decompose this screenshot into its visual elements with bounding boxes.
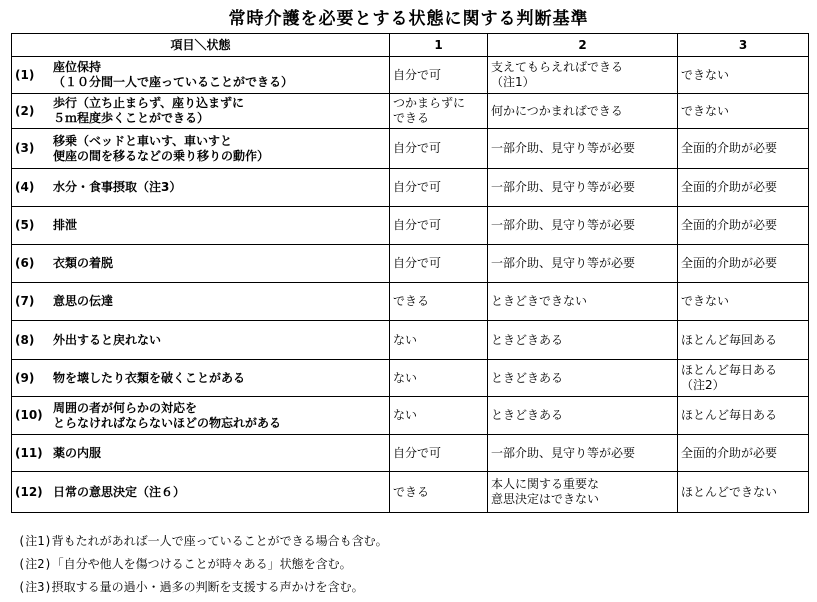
level-2-text: 一部介助、見守り等が必要 xyxy=(491,218,636,232)
level-2-text: 何かにつかまればできる xyxy=(491,103,623,118)
level-1-cell xyxy=(390,129,488,169)
item-number: (3) xyxy=(15,141,35,155)
criteria-table xyxy=(11,33,809,513)
item-cell xyxy=(12,245,390,283)
level-2-cell xyxy=(488,94,678,129)
item-label-wrap xyxy=(53,60,293,90)
level-1-cell xyxy=(390,283,488,321)
table-row xyxy=(12,360,809,397)
level-1-text: 自分で可 xyxy=(393,218,442,232)
table-row xyxy=(12,129,809,169)
item-label: 薬の内服 xyxy=(53,445,102,460)
level-2-cell xyxy=(488,57,678,94)
level-2-text-line2: （注1） xyxy=(491,75,535,89)
item-label-wrap xyxy=(53,256,113,271)
item-cell xyxy=(12,207,390,245)
level-3-text: できない xyxy=(681,67,730,82)
item-label-wrap xyxy=(53,446,101,461)
table-row xyxy=(12,94,809,129)
level-2-cell xyxy=(488,360,678,397)
item-number: (10) xyxy=(15,408,43,422)
level-1-text: 自分で可 xyxy=(393,180,442,194)
footnote: (注1)背もたれがあれば一人で座っていることができる場合も含む。 xyxy=(18,534,388,548)
item-number: (11) xyxy=(15,445,43,460)
item-cell xyxy=(12,169,390,207)
item-number: (4) xyxy=(15,180,35,194)
level-3-text: ほとんどできない xyxy=(681,484,778,499)
level-3-cell xyxy=(678,283,809,321)
level-1-cell xyxy=(390,472,488,513)
level-1-text: 自分で可 xyxy=(393,445,442,460)
table-row xyxy=(12,207,809,245)
footnotes xyxy=(18,530,388,599)
level-3-text: 全面的介助が必要 xyxy=(681,141,778,155)
level-3-text: 全面的介助が必要 xyxy=(681,218,778,232)
level-2-text-line2: 意思決定はできない xyxy=(491,492,600,506)
table-header-row xyxy=(12,34,809,57)
level-2-cell xyxy=(488,169,678,207)
item-number: (8) xyxy=(15,332,35,347)
header-level-2: 2 xyxy=(488,34,678,57)
level-3-text: できない xyxy=(681,103,730,118)
level-2-text: 支えてもらえればできる xyxy=(491,60,624,74)
level-1-text: つかまらずに xyxy=(393,96,466,110)
level-1-cell xyxy=(390,57,488,94)
level-3-cell xyxy=(678,207,809,245)
item-label: 移乗（ベッドと車いす、車いすと xyxy=(53,133,233,148)
level-3-text: 全面的介助が必要 xyxy=(681,445,778,460)
item-label: 外出すると戻れない xyxy=(53,332,162,347)
item-label-line2: ５ｍ程度歩くことができる） xyxy=(53,111,210,125)
level-2-cell xyxy=(488,435,678,472)
level-3-cell xyxy=(678,57,809,94)
item-label-wrap xyxy=(53,333,161,348)
level-3-cell xyxy=(678,397,809,435)
footnote: (注2)「自分や他人を傷つけることが時々ある」状態を含む。 xyxy=(18,557,352,571)
item-cell xyxy=(12,129,390,169)
level-2-text: 一部介助、見守り等が必要 xyxy=(491,256,636,270)
item-label-wrap xyxy=(53,485,185,500)
level-3-cell xyxy=(678,245,809,283)
level-2-text: 一部介助、見守り等が必要 xyxy=(491,180,636,194)
level-2-cell xyxy=(488,207,678,245)
item-label-line2: とらなければならないほどの物忘れがある xyxy=(53,415,282,430)
level-1-cell xyxy=(390,397,488,435)
level-1-cell xyxy=(390,321,488,360)
table-row xyxy=(12,321,809,360)
header-item: 項目＼状態 xyxy=(12,34,390,57)
table-row xyxy=(12,283,809,321)
page-title: 常時介護を必要とする状態に関する判断基準 xyxy=(228,9,589,29)
item-number: (12) xyxy=(15,484,43,499)
item-label: 座位保持 xyxy=(53,60,102,74)
item-cell xyxy=(12,472,390,513)
level-2-text: 一部介助、見守り等が必要 xyxy=(491,141,636,155)
level-3-text: ほとんど毎日ある xyxy=(681,408,778,422)
level-1-text: ない xyxy=(393,332,418,347)
level-3-text: 全面的介助が必要 xyxy=(681,180,778,194)
level-3-cell xyxy=(678,169,809,207)
level-3-cell xyxy=(678,435,809,472)
table-row xyxy=(12,57,809,94)
level-1-cell xyxy=(390,207,488,245)
level-1-cell xyxy=(390,94,488,129)
item-number: (5) xyxy=(15,218,35,232)
item-label: 歩行（立ち止まらず、座り込まずに xyxy=(53,96,245,110)
level-1-text-line2: できる xyxy=(393,111,430,125)
level-1-cell xyxy=(390,360,488,397)
level-1-text: 自分で可 xyxy=(393,141,442,155)
item-number: (1) xyxy=(15,67,35,82)
item-cell xyxy=(12,435,390,472)
header-level-3: 3 xyxy=(678,34,809,57)
item-cell xyxy=(12,283,390,321)
table-row xyxy=(12,397,809,435)
table-row xyxy=(12,169,809,207)
item-label-wrap xyxy=(53,218,77,233)
level-1-text: 自分で可 xyxy=(393,67,442,82)
level-3-text: できない xyxy=(681,294,730,308)
level-2-cell xyxy=(488,283,678,321)
level-2-cell xyxy=(488,472,678,513)
item-cell xyxy=(12,321,390,360)
level-1-text: 自分で可 xyxy=(393,256,442,270)
item-number: (9) xyxy=(15,370,35,385)
item-label: 水分・食事摂取（注3） xyxy=(53,180,182,194)
item-cell xyxy=(12,397,390,435)
level-1-cell xyxy=(390,169,488,207)
level-2-cell xyxy=(488,397,678,435)
item-label: 物を壊したり衣類を破くことがある xyxy=(53,370,246,385)
item-label-wrap xyxy=(53,294,113,309)
item-number: (6) xyxy=(15,256,35,270)
item-label-wrap xyxy=(53,180,181,195)
level-3-text: ほとんど毎回ある xyxy=(681,332,778,347)
level-2-cell xyxy=(488,321,678,360)
level-2-cell xyxy=(488,245,678,283)
level-1-cell xyxy=(390,435,488,472)
table-row xyxy=(12,245,809,283)
table-row xyxy=(12,435,809,472)
table-row xyxy=(12,472,809,513)
item-label-wrap xyxy=(53,134,269,164)
item-label-line2: （１０分間一人で座っていることができる） xyxy=(53,75,294,89)
level-3-cell xyxy=(678,472,809,513)
item-cell xyxy=(12,94,390,129)
item-label: 周囲の者が何らかの対応を xyxy=(53,400,198,415)
level-3-cell xyxy=(678,129,809,169)
level-1-text: できる xyxy=(393,294,430,308)
item-number: (7) xyxy=(15,294,35,308)
item-label: 意思の伝達 xyxy=(53,294,114,308)
item-label: 衣類の着脱 xyxy=(53,256,114,270)
item-label: 日常の意思決定（注６） xyxy=(53,484,186,499)
item-label: 排泄 xyxy=(53,218,78,232)
level-1-cell xyxy=(390,245,488,283)
level-2-text: ときどきある xyxy=(491,408,564,422)
item-label-wrap xyxy=(53,401,281,431)
item-label-wrap xyxy=(53,371,245,386)
level-2-text: ときどきある xyxy=(491,370,564,385)
level-3-cell xyxy=(678,321,809,360)
level-3-text: ほとんど毎日ある xyxy=(681,363,778,377)
item-number: (2) xyxy=(15,103,35,118)
level-2-text: 一部介助、見守り等が必要 xyxy=(491,445,636,460)
level-1-text: できる xyxy=(393,484,430,499)
item-cell xyxy=(12,57,390,94)
level-1-text: ない xyxy=(393,370,418,385)
item-cell xyxy=(12,360,390,397)
item-label-line2: 便座の間を移るなどの乗り移りの動作） xyxy=(53,148,270,163)
level-2-text: 本人に関する重要な xyxy=(491,477,600,491)
item-label-wrap xyxy=(53,96,244,126)
level-3-text-line2: （注2） xyxy=(681,378,725,392)
level-3-text: 全面的介助が必要 xyxy=(681,256,778,270)
level-3-cell xyxy=(678,360,809,397)
level-2-text: ときどきできない xyxy=(491,294,588,308)
footnote: (注3)摂取する量の過小・過多の判断を支援する声かけを含む。 xyxy=(18,580,364,594)
level-3-cell xyxy=(678,94,809,129)
level-1-text: ない xyxy=(393,408,418,422)
header-level-1: 1 xyxy=(390,34,488,57)
level-2-text: ときどきある xyxy=(491,332,564,347)
level-2-cell xyxy=(488,129,678,169)
